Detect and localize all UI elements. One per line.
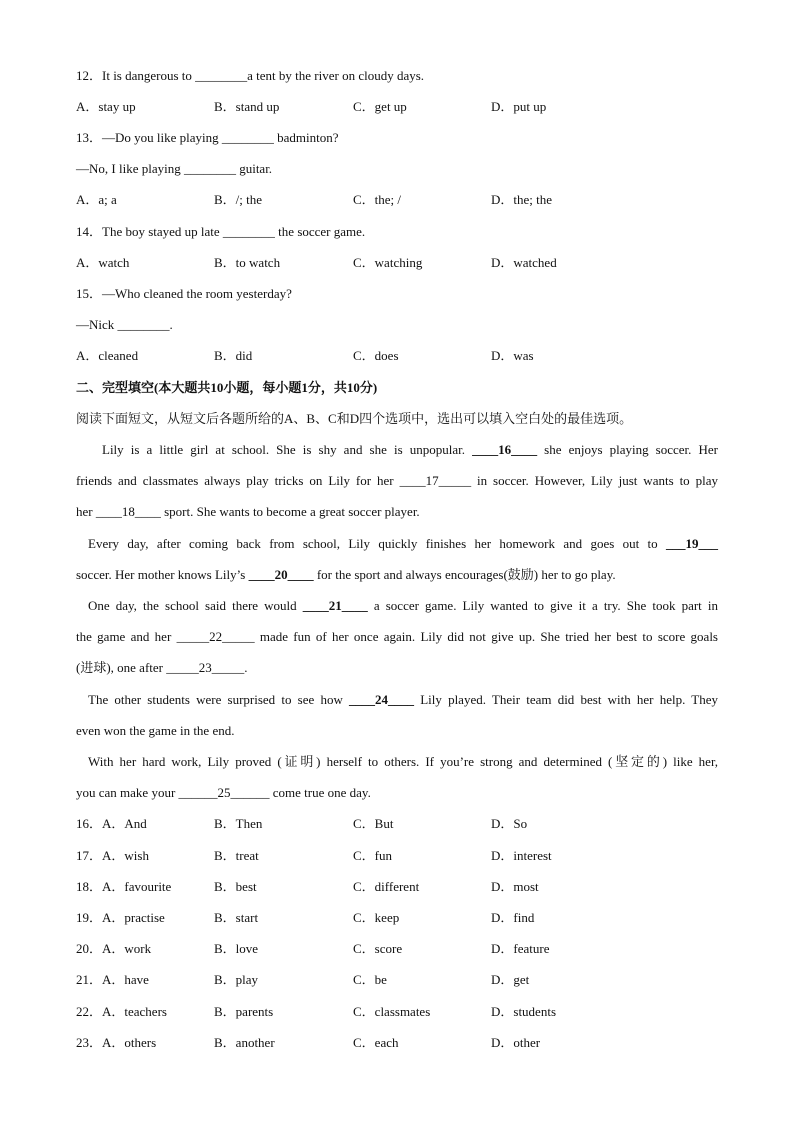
- question-13-options: [76, 192, 718, 208]
- question-15-stem: 15．—Who cleaned the room yesterday?: [76, 286, 292, 301]
- q16-option-c: C．But: [353, 816, 394, 831]
- question-12-options: [76, 99, 718, 115]
- blank-25: ______25______: [178, 785, 270, 800]
- cloze-options-21: [76, 972, 718, 988]
- q23-option-c: C．each: [353, 1035, 399, 1050]
- q16-option-a: 16．A．And: [76, 816, 147, 831]
- text: Lily is a little girl at school. She is shy and she is unpopular.: [102, 442, 473, 457]
- text: she enjoys playing soccer. Her: [537, 442, 718, 457]
- q22-option-a: 22．A．teachers: [76, 1004, 167, 1019]
- passage-p5-line-2: [76, 785, 718, 801]
- cloze-options-17: [76, 848, 718, 864]
- q12-option-a: A．stay up: [76, 99, 136, 114]
- q14-option-c: C．watching: [353, 255, 423, 270]
- q14-option-a: A．watch: [76, 255, 130, 270]
- passage-p3-line-3: [76, 660, 718, 676]
- q20-option-d: D．feature: [491, 941, 550, 956]
- text: for the sport and always encourages(鼓励) her to go play.: [313, 567, 616, 582]
- q21-option-d: D．get: [491, 972, 530, 987]
- q20-option-b: B．love: [214, 941, 259, 956]
- passage-p1-line-3: [76, 504, 718, 520]
- cloze-options-20: [76, 941, 718, 957]
- q19-option-b: B．start: [214, 910, 259, 925]
- q23-option-a: 23．A．others: [76, 1035, 157, 1050]
- q15-option-c: C．does: [353, 348, 399, 363]
- q22-option-b: B．parents: [214, 1004, 274, 1019]
- blank-24: ____24____: [349, 692, 415, 707]
- passage-p2-line-1: [88, 536, 718, 552]
- passage-p1-line-1: [102, 442, 718, 458]
- q20-option-c: C．score: [353, 941, 403, 956]
- q18-option-a: 18．A．favourite: [76, 879, 172, 894]
- section-2-instruction: 阅读下面短文，从短文后各题所给的A、B、C和D四个选项中，选出可以填入空白处的最佳选项。: [76, 411, 633, 426]
- text: you can make your: [76, 785, 179, 800]
- blank-19: ___19___: [666, 536, 718, 551]
- cloze-options-23: [76, 1035, 718, 1051]
- passage-p5-line-1: With her hard work, Lily proved (证明) herself to others. If you’re strong and determined (坚定的) like her,: [88, 754, 718, 769]
- question-13-stem-2: —No, I like playing ________ guitar.: [76, 161, 273, 176]
- q21-option-a: 21．A．have: [76, 972, 149, 987]
- text: in soccer. However, Lily just wants to play: [471, 473, 718, 488]
- q20-option-a: 20．A．work: [76, 941, 152, 956]
- q23-option-d: D．other: [491, 1035, 541, 1050]
- q13-option-c: C．the; /: [353, 192, 402, 207]
- q15-option-b: B．did: [214, 348, 253, 363]
- passage-p1-line-2: [76, 473, 718, 489]
- q13-option-b: B．/; the: [214, 192, 263, 207]
- q17-option-a: 17．A．wish: [76, 848, 149, 863]
- question-13-stem: 13．—Do you like playing ________ badminton?: [76, 130, 339, 145]
- text: her: [76, 504, 96, 519]
- q17-option-b: B．treat: [214, 848, 259, 863]
- question-15-options: [76, 348, 718, 364]
- question-15-stem-2: —Nick ________.: [76, 317, 173, 332]
- text: a soccer game. Lily wanted to give it a try. She took part in: [367, 598, 718, 613]
- q12-option-c: C．get up: [353, 99, 407, 114]
- passage-p3-line-1: [88, 598, 718, 614]
- passage-p4-line-1: [88, 692, 718, 708]
- q14-option-b: B．to watch: [214, 255, 281, 270]
- q16-option-d: D．So: [491, 816, 528, 831]
- q15-option-d: D．was: [491, 348, 534, 363]
- q17-option-c: C．fun: [353, 848, 393, 863]
- text: friends and classmates always play tricks on Lily for her: [76, 473, 400, 488]
- q13-option-a: A．a; a: [76, 192, 117, 207]
- q19-option-a: 19．A．practise: [76, 910, 165, 925]
- text: .: [244, 660, 248, 675]
- q12-option-b: B．stand up: [214, 99, 280, 114]
- cloze-options-22: [76, 1004, 718, 1020]
- question-14-stem: 14．The boy stayed up late ________ the soccer game.: [76, 224, 366, 239]
- blank-22: _____22_____: [176, 629, 255, 644]
- q22-option-d: D．students: [491, 1004, 557, 1019]
- q17-option-d: D．interest: [491, 848, 552, 863]
- text: (进球), one after: [76, 660, 167, 675]
- blank-20: ____20____: [248, 567, 314, 582]
- q19-option-d: D．find: [491, 910, 535, 925]
- section-2-heading: 二、完型填空(本大题共10小题，每小题1分，共10分): [76, 380, 378, 395]
- blank-17: ____17_____: [399, 473, 472, 488]
- q23-option-b: B．another: [214, 1035, 275, 1050]
- text: come true one day.: [269, 785, 371, 800]
- passage-p2-line-2: [76, 567, 718, 583]
- q16-option-b: B．Then: [214, 816, 263, 831]
- q13-option-d: D．the; the: [491, 192, 553, 207]
- blank-16: ____16____: [472, 442, 538, 457]
- text: Every day, after coming back from school, Lily quickly finishes her homework and goes out to: [88, 536, 666, 551]
- q18-option-d: D．most: [491, 879, 539, 894]
- text: Lily played. Their team did best with her help. They: [414, 692, 718, 707]
- text: soccer. Her mother knows Lily’s: [76, 567, 249, 582]
- text: One day, the school said there would: [88, 598, 303, 613]
- q21-option-b: B．play: [214, 972, 259, 987]
- text: The other students were surprised to see how: [88, 692, 350, 707]
- text: made fun of her once again. Lily did not give up. She tried her best to score goals: [254, 629, 718, 644]
- cloze-options-19: [76, 910, 718, 926]
- q15-option-a: A．cleaned: [76, 348, 139, 363]
- passage-p4-line-2: even won the game in the end.: [76, 723, 235, 738]
- q18-option-b: B．best: [214, 879, 257, 894]
- question-14-options: [76, 255, 718, 271]
- q19-option-c: C．keep: [353, 910, 400, 925]
- cloze-options-16: [76, 816, 718, 832]
- blank-21: ____21____: [302, 598, 368, 613]
- q14-option-d: D．watched: [491, 255, 557, 270]
- q21-option-c: C．be: [353, 972, 387, 987]
- text: the game and her: [76, 629, 177, 644]
- blank-23: _____23_____: [166, 660, 245, 675]
- q12-option-d: D．put up: [491, 99, 547, 114]
- passage-p3-line-2: [76, 629, 718, 645]
- q22-option-c: C．classmates: [353, 1004, 431, 1019]
- question-12-stem: 12．It is dangerous to ________a tent by the river on cloudy days.: [76, 68, 425, 83]
- cloze-options-18: [76, 879, 718, 895]
- q18-option-c: C．different: [353, 879, 420, 894]
- blank-18: ____18____: [95, 504, 161, 519]
- text: sport. She wants to become a great soccer player.: [160, 504, 420, 519]
